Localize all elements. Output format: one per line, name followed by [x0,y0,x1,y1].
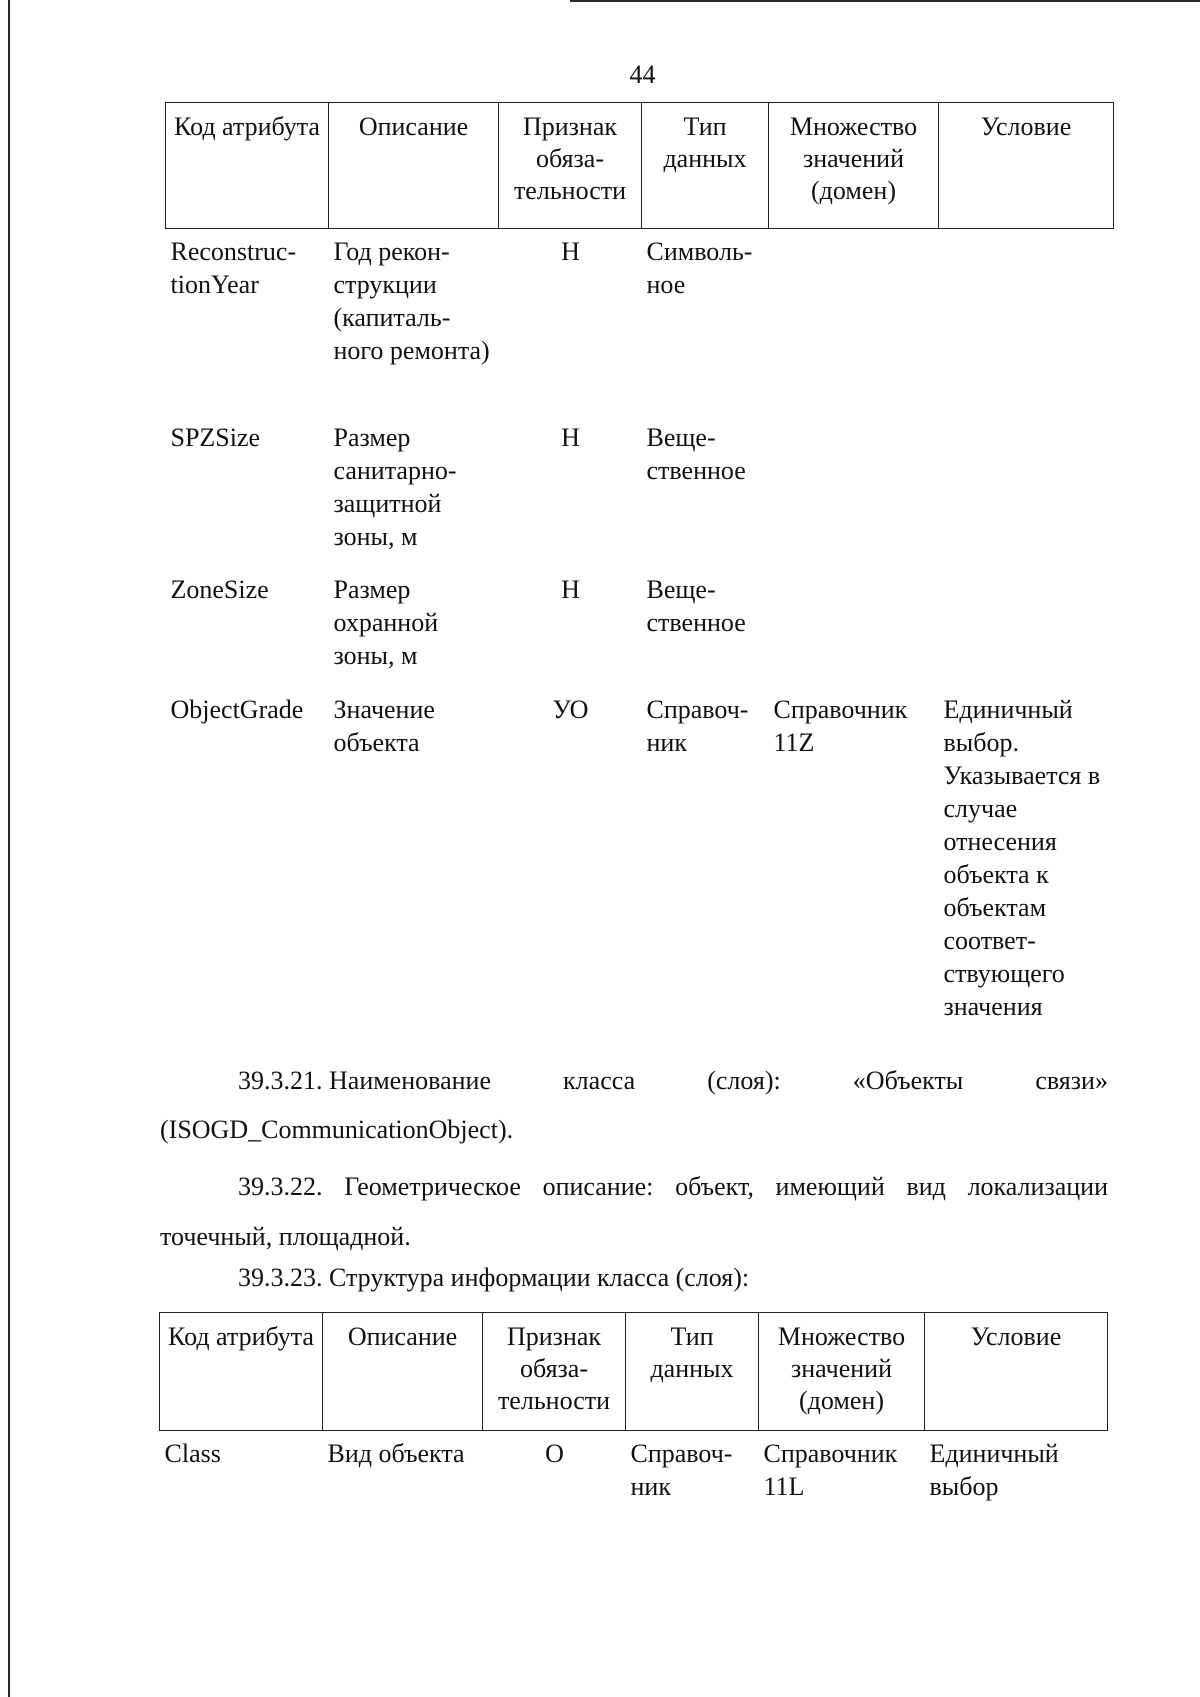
header-domain: Множество значений (домен) [769,103,939,229]
cell-code: ZoneSize [170,575,269,604]
cell-domain [769,421,939,573]
cell-mandatory: УО [552,695,589,724]
table-header-row [166,103,1114,229]
table-row [160,1437,1108,1503]
cell-mandatory: О [545,1439,564,1468]
cell-condition [939,235,1114,421]
table-row [166,235,1114,421]
cell-description: Размер охранной зоны, м [333,575,439,670]
class-name-word: «Объекты [852,1066,964,1095]
cell-mandatory: Н [561,423,580,452]
header-code: Код атрибута [160,1313,323,1431]
header-domain: Множество значений (домен) [759,1313,925,1431]
cell-code: Class [164,1439,221,1468]
cell-condition: Единичный выбор. Указывается в случае отнесения объекта к объектам соответ-ствующего значения [943,695,1101,1021]
cell-type: Справоч-ник [630,1439,733,1501]
class-name-paragraph-line1 [160,1064,1108,1097]
cell-condition [939,573,1114,693]
cell-type: Веще-ственное [646,575,746,637]
cell-code: SPZSize [170,423,261,452]
table-header-row [160,1313,1108,1431]
scan-top-edge [570,0,1200,2]
cell-domain [769,235,939,421]
cell-mandatory: Н [561,575,580,604]
cell-condition [939,421,1114,573]
class-name-word: класса [563,1066,636,1095]
cell-domain [769,573,939,693]
header-code: Код атрибута [166,103,329,229]
cell-type: Справоч-ник [646,695,749,757]
table-row [166,693,1114,1029]
class-name-word: (слоя): [707,1066,781,1095]
page-number: 44 [629,60,656,89]
geometry-paragraph: 39.3.22. Геометрическое описание: объект, имеющий вид локализации точечный, площадной. [160,1172,1108,1251]
cell-description: Значение объекта [333,695,435,757]
scan-left-edge [8,0,10,1697]
structure-paragraph: 39.3.23. Структура информации класса (слоя): [238,1263,750,1292]
header-condition: Условие [925,1313,1108,1431]
cell-mandatory: Н [561,237,580,266]
header-condition: Условие [939,103,1114,229]
class-name-word: 39.3.21. Наименование [238,1066,491,1095]
cell-type: Веще-ственное [646,423,746,485]
class-name-paragraph-line2: (ISOGD_CommunicationObject). [160,1115,514,1144]
cell-code: Reconstruc-tionYear [170,237,297,299]
attributes-table-1 [165,102,1114,1029]
cell-type: Символь-ное [646,237,753,299]
attributes-table-2 [159,1312,1108,1503]
header-mandatory: Признак обяза-тельности [483,1313,626,1431]
cell-domain: Справочник 11Z [773,695,908,757]
cell-domain: Справочник 11L [763,1439,898,1501]
cell-description: Размер санитарно-защитной зоны, м [333,423,457,551]
table-row [166,421,1114,573]
cell-description: Вид объекта [327,1439,465,1468]
header-mandatory: Признак обяза-тельности [499,103,642,229]
class-name-word: связи» [1035,1066,1108,1095]
cell-description: Год рекон-струкции (капиталь-ного ремонта) [333,237,490,365]
header-description: Описание [323,1313,483,1431]
header-type: Тип данных [626,1313,759,1431]
cell-code: ObjectGrade [170,695,304,724]
cell-condition: Единичный выбор [929,1439,1059,1501]
table-row [166,573,1114,693]
header-type: Тип данных [642,103,769,229]
header-description: Описание [329,103,499,229]
